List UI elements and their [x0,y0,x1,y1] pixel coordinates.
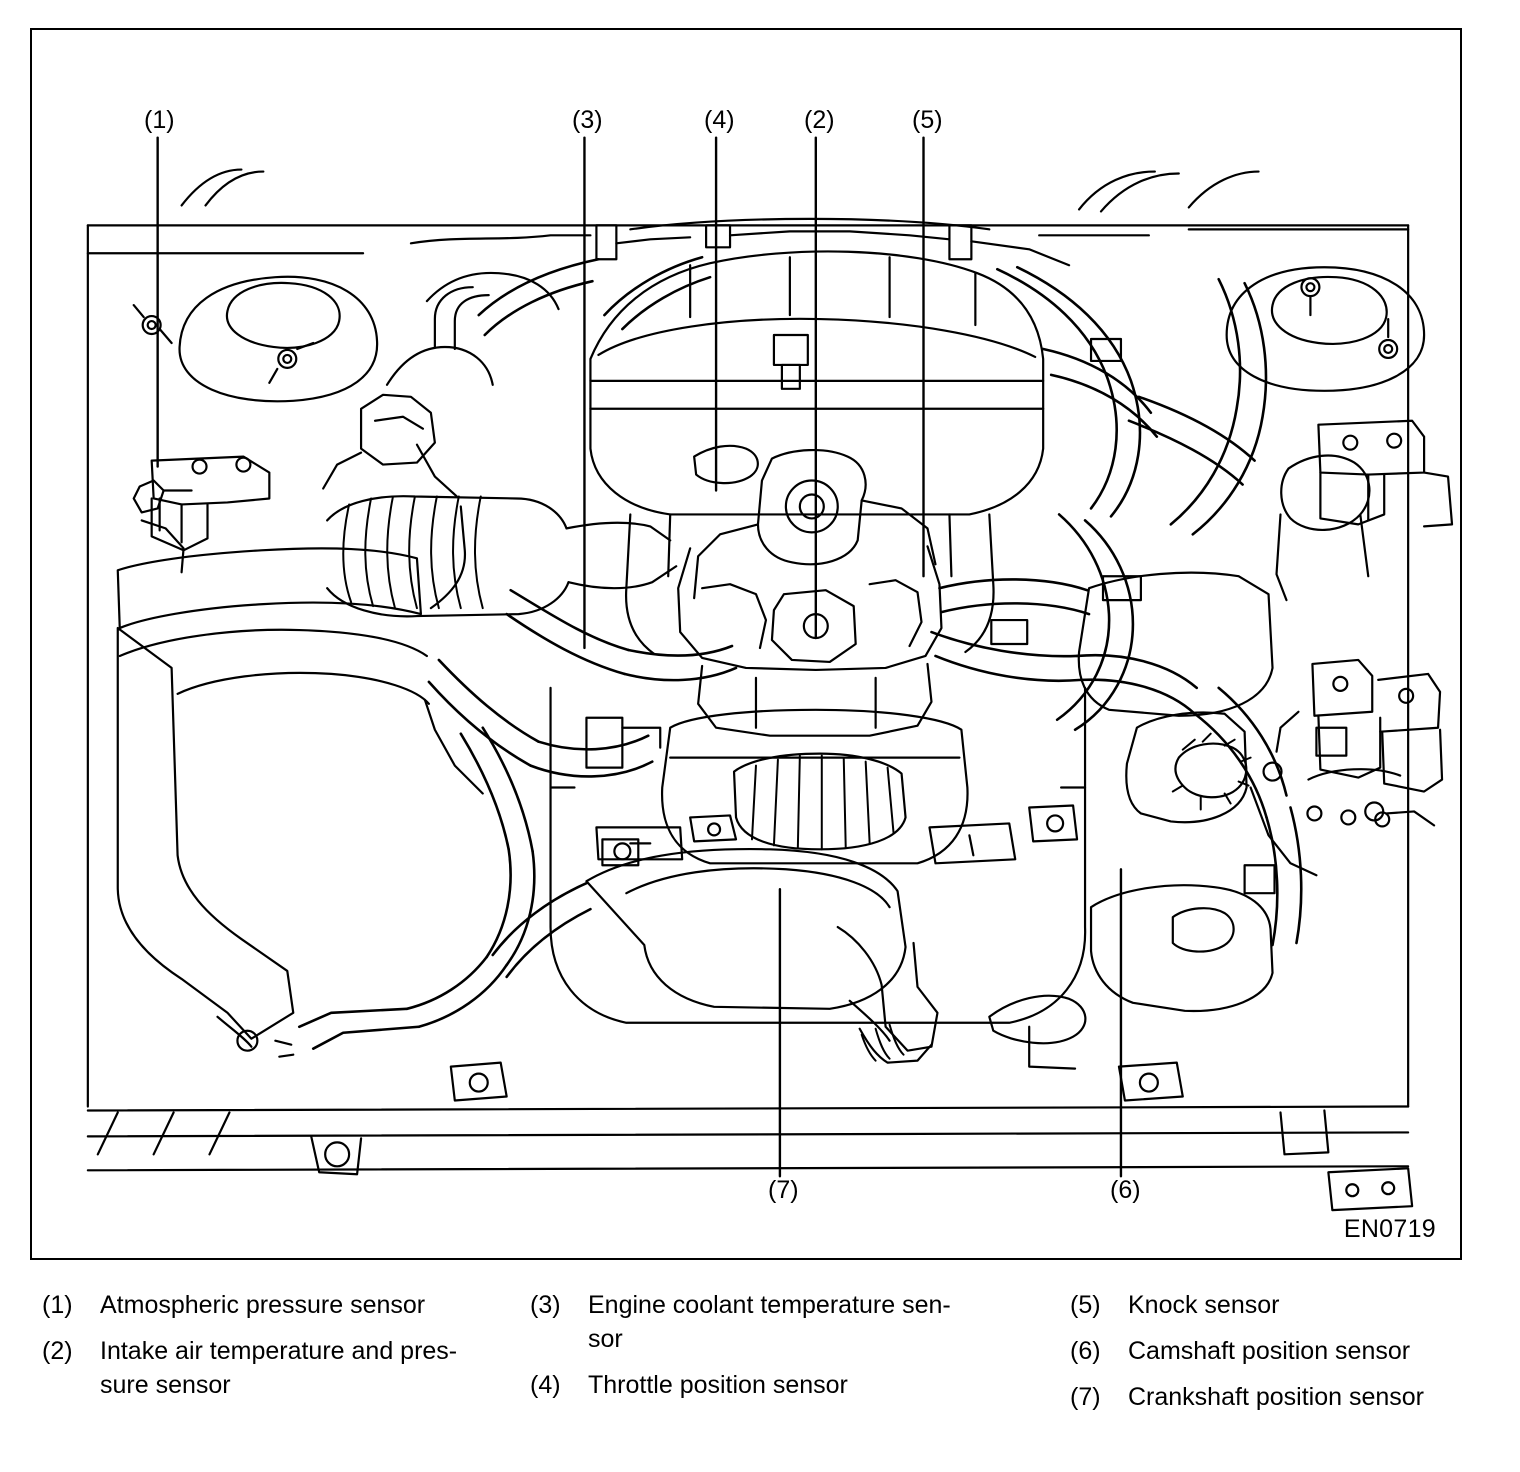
legend-number-5: (5) [1070,1291,1101,1319]
legend-item-5 [1070,1288,1482,1322]
legend-label-7: Crankshaft position sensor [1128,1383,1424,1411]
legend-item-4 [530,1368,1070,1402]
legend-label-2: Intake air temperature and pres- sure sensor [100,1337,458,1399]
legend-column-3 [1070,1288,1482,1426]
callout-3: (3) [572,106,603,134]
engine-compartment-illustration [32,30,1460,1258]
legend-column-2 [530,1288,1070,1414]
legend-item-2 [42,1334,530,1402]
figure-code: EN0719 [1343,1215,1436,1243]
legend-item-7 [1070,1380,1482,1414]
engine-diagram-figure [30,28,1462,1260]
legend-item-3 [530,1288,1070,1356]
legend-label-6: Camshaft position sensor [1128,1337,1411,1365]
callout-2: (2) [804,106,835,134]
legend-label-5: Knock sensor [1128,1291,1280,1319]
legend-number-7: (7) [1070,1383,1101,1411]
legend-item-1 [42,1288,530,1322]
callout-1: (1) [144,106,175,134]
legend-number-1: (1) [42,1291,73,1319]
callout-5: (5) [912,106,943,134]
legend-number-3: (3) [530,1291,561,1319]
legend-number-6: (6) [1070,1337,1101,1365]
legend-column-1 [42,1288,530,1414]
legend-number-4: (4) [530,1371,561,1399]
legend-label-1: Atmospheric pressure sensor [100,1291,426,1319]
callout-4: (4) [704,106,735,134]
callout-7: (7) [768,1176,799,1204]
legend-label-3: Engine coolant temperature sen- sor [588,1291,951,1353]
callout-6: (6) [1110,1176,1141,1204]
legend-number-2: (2) [42,1337,73,1365]
legend [42,1288,1482,1426]
legend-label-4: Throttle position sensor [588,1371,848,1399]
legend-item-6 [1070,1334,1482,1368]
